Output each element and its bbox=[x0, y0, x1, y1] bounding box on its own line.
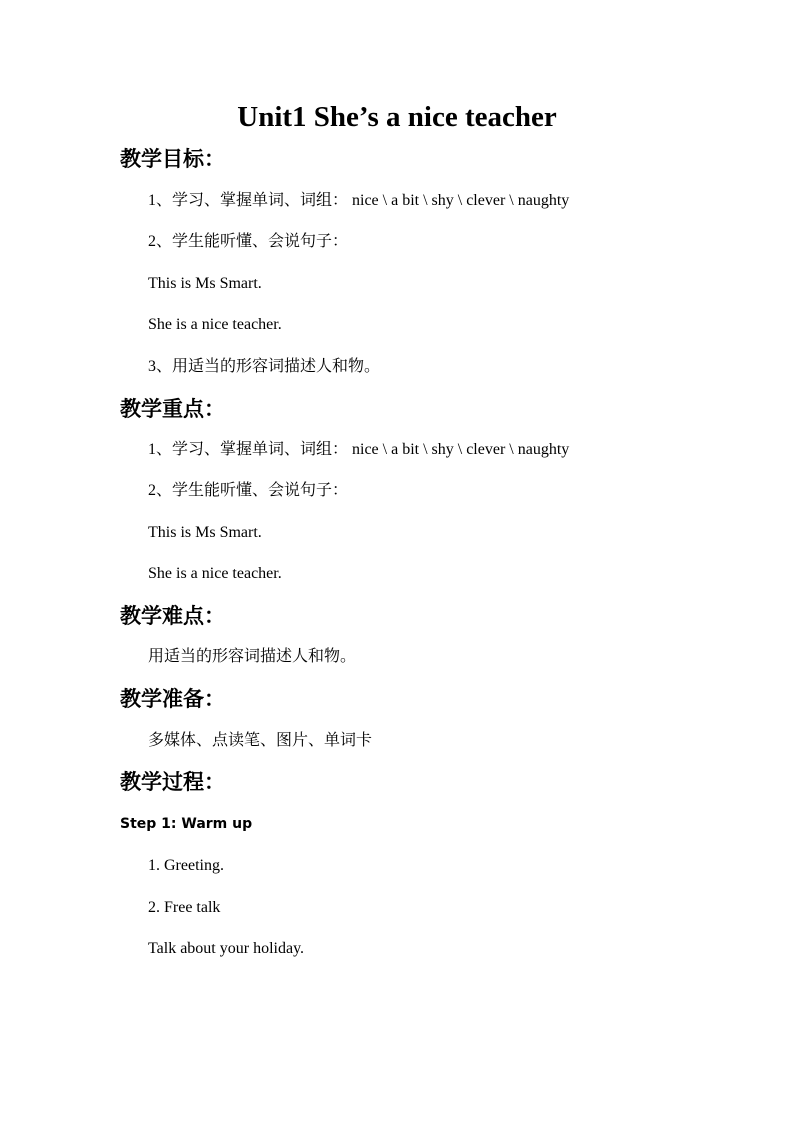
preparation-line-1: 多媒体、点读笔、图片、单词卡 bbox=[148, 732, 373, 749]
key-point-line-4: She is a nice teacher. bbox=[148, 565, 282, 582]
step-1-title: Step 1: Warm up bbox=[120, 816, 253, 832]
section-heading-objectives: 教学目标： bbox=[120, 146, 225, 171]
key-point-line-1: 1、学习、掌握单词、词组： nice \ a bit \ shy \ clever \ naughty bbox=[148, 441, 570, 458]
section-heading-key-points: 教学重点： bbox=[120, 396, 225, 421]
section-heading-process: 教学过程： bbox=[120, 769, 225, 794]
step-1-line-1: 1. Greeting. bbox=[148, 857, 224, 874]
key-point-line-2: 2、学生能听懂、会说句子： bbox=[148, 482, 349, 499]
objective-line-3: This is Ms Smart. bbox=[148, 275, 262, 292]
section-heading-preparation: 教学准备： bbox=[120, 686, 225, 711]
objective-line-1: 1、学习、掌握单词、词组： nice \ a bit \ shy \ clever \ naughty bbox=[148, 192, 570, 209]
step-1-line-2: 2. Free talk bbox=[148, 899, 221, 916]
step-1-line-3: Talk about your holiday. bbox=[148, 940, 305, 957]
objective-line-4: She is a nice teacher. bbox=[148, 316, 282, 333]
section-heading-difficulties: 教学难点： bbox=[120, 603, 225, 628]
objective-line-5: 3、用适当的形容词描述人和物。 bbox=[148, 358, 381, 375]
difficulty-line-1: 用适当的形容词描述人和物。 bbox=[148, 648, 357, 665]
objective-line-2: 2、学生能听懂、会说句子： bbox=[148, 233, 349, 250]
key-point-line-3: This is Ms Smart. bbox=[148, 524, 262, 541]
document-title: Unit1 She’s a nice teacher bbox=[237, 101, 557, 133]
